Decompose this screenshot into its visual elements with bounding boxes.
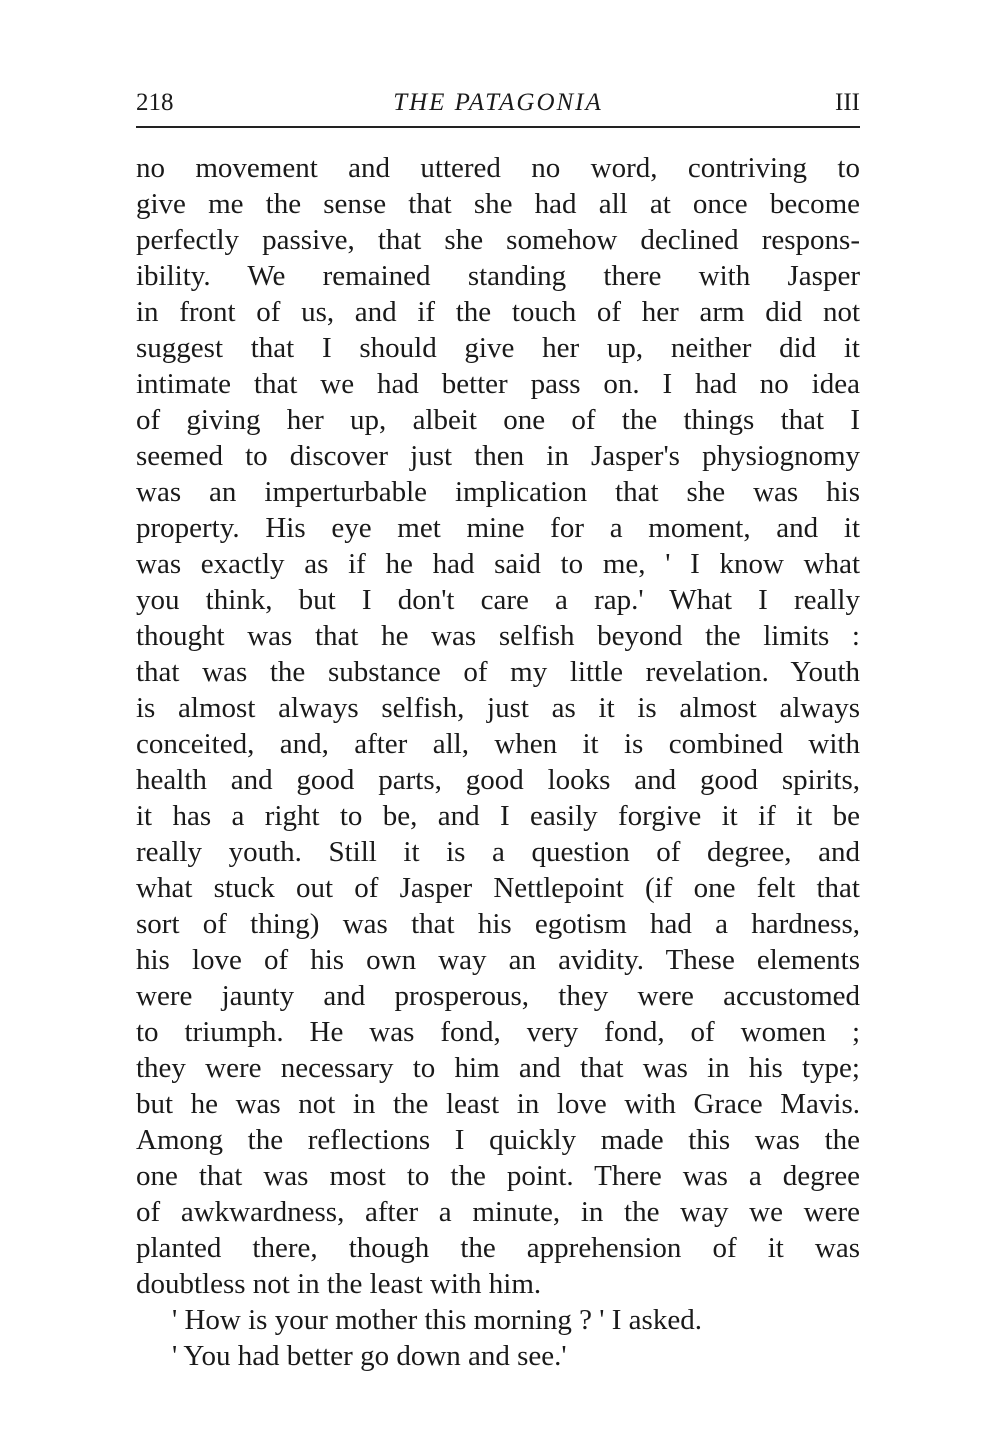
text-line: thought was that he was selfish beyond the limits : xyxy=(136,620,860,652)
text-line: but he was not in the least in love with Grace Mavis. xyxy=(136,1088,860,1120)
text-line: seemed to discover just then in Jasper's physiognomy xyxy=(136,440,860,472)
body-text xyxy=(136,150,860,1374)
text-line: planted there, though the apprehension of it was xyxy=(136,1232,860,1264)
text-line: his love of his own way an avidity. These elements xyxy=(136,944,860,976)
text-line: health and good parts, good looks and good spirits, xyxy=(136,764,860,796)
chapter-number: III xyxy=(835,89,860,116)
text-line: was an imperturbable implication that she was his xyxy=(136,476,860,508)
header-rule xyxy=(136,126,860,128)
dialog-line: ' How is your mother this morning ? ' I asked. xyxy=(172,1304,702,1336)
text-line: doubtless not in the least with him. xyxy=(136,1268,542,1300)
text-line: ibility. We remained standing there with Jasper xyxy=(136,260,860,292)
text-line: what stuck out of Jasper Nettlepoint (if one felt that xyxy=(136,872,860,904)
text-line: conceited, and, after all, when it is combined with xyxy=(136,728,860,760)
page-number: 218 xyxy=(136,89,174,116)
text-line: that was the substance of my little revelation. Youth xyxy=(136,656,860,688)
dialog-line: ' You had better go down and see.' xyxy=(172,1340,567,1372)
text-line: property. His eye met mine for a moment, and it xyxy=(136,512,860,544)
text-line: really youth. Still it is a question of degree, and xyxy=(136,836,860,868)
text-line: of giving her up, albeit one of the things that I xyxy=(136,404,860,436)
text-line: Among the reflections I quickly made this was the xyxy=(136,1124,860,1156)
text-line: of awkwardness, after a minute, in the way we were xyxy=(136,1196,860,1228)
text-line: is almost always selfish, just as it is almost always xyxy=(136,692,860,724)
text-line: suggest that I should give her up, neither did it xyxy=(136,332,860,364)
text-line: give me the sense that she had all at once become xyxy=(136,188,860,220)
text-line: in front of us, and if the touch of her arm did not xyxy=(136,296,860,328)
text-line: it has a right to be, and I easily forgive it if it be xyxy=(136,800,860,832)
text-line: one that was most to the point. There was a degree xyxy=(136,1160,860,1192)
text-line: sort of thing) was that his egotism had a hardness, xyxy=(136,908,860,940)
running-header xyxy=(136,86,860,120)
text-line: was exactly as if he had said to me, ' I know what xyxy=(136,548,860,580)
text-line: were jaunty and prosperous, they were accustomed xyxy=(136,980,860,1012)
text-line: no movement and uttered no word, contriving to xyxy=(136,152,860,184)
text-line: to triumph. He was fond, very fond, of women ; xyxy=(136,1016,860,1048)
text-line: perfectly passive, that she somehow declined respons- xyxy=(136,224,860,256)
text-line: they were necessary to him and that was in his type; xyxy=(136,1052,860,1084)
text-line: intimate that we had better pass on. I had no idea xyxy=(136,368,860,400)
running-title: THE PATAGONIA xyxy=(393,89,603,116)
text-line: you think, but I don't care a rap.' What I really xyxy=(136,584,860,616)
